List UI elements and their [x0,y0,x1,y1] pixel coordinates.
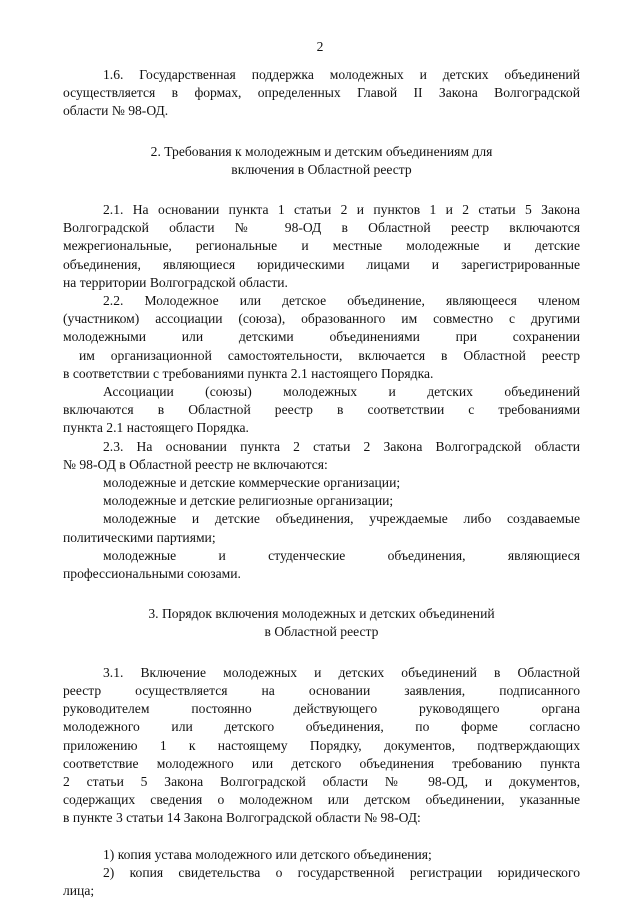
text-line: в соответствии с требованиями пункта 2.1 настоящего Порядка. [63,365,434,381]
paragraph-3-1 [63,664,580,828]
spacer [63,179,580,201]
document-body [63,66,580,900]
text-line: в пункте 3 статьи 14 Закона Волгоградской области № 98-ОД: [63,810,421,826]
text-line: 2.1. На основании пункта 1 статьи 2 и пунктов 1 и 2 статьи 5 Закона [103,202,580,218]
paragraph-2-2 [63,292,580,383]
text-line: 2 статьи 5 Закона Волгоградской области № 98-ОД, и документов, [63,773,580,789]
paragraph-2-3 [63,438,580,474]
list-item: молодежные и детские объединения, учреждаемые либо создаваемые [103,511,580,527]
text-line: соответствие молодежного или детского объединения требованию пункта [63,755,580,771]
text-line: осуществляется в формах, определенных Главой II Закона Волгоградской [63,85,580,101]
text-line: включаются в Областной реестр в соответствии с требованиями [63,402,580,418]
section-3-heading [63,605,580,641]
list-item: молодежные и детские коммерческие организации; [103,475,401,491]
text-line: им организационной самостоятельности, включается в Областной реестр [63,347,580,363]
list-item: молодежные и студенческие объединения, являющиеся [103,547,580,563]
spacer [63,828,580,846]
list-item-continuation: профессиональными союзами. [63,566,241,582]
heading-line: 2. Требования к молодежным и детским объединениям для [150,143,493,159]
list-item: 1) копия устава молодежного или детского объединения; [103,846,432,862]
text-line: 2.3. На основании пункта 2 статьи 2 Закона Волгоградской области [103,438,580,454]
list-2-3 [63,474,580,583]
text-line: (участником) ассоциации (союза), образованного им совместно с другими [63,311,580,327]
heading-line: в Областной реестр [264,624,379,640]
spacer [63,642,580,664]
paragraph-2-1 [63,201,580,292]
list-item: 2) копия свидетельства о государственной регистрации юридического [103,864,580,880]
text-line: объединения, являющиеся юридическими лицами и зарегистрированные [63,256,580,272]
list-item-continuation: лица; [63,882,95,898]
page-number: 2 [316,39,324,54]
section-2-heading [63,143,580,179]
text-line: руководителем постоянно действующего руководящего органа [63,701,580,717]
list-3-1 [63,846,580,901]
text-line: молодежного или детского объединения, по форме согласно [63,719,580,735]
heading-line: включения в Областной реестр [231,161,412,177]
text-line: № 98-ОД в Областной реестр не включаются: [63,456,328,472]
spacer [63,583,580,605]
paragraph-1-6 [63,66,580,121]
text-line: приложению 1 к настоящему Порядку, документов, подтверждающих [63,737,580,753]
text-line: 2.2. Молодежное или детское объединение, являющееся членом [103,293,580,309]
list-item: молодежные и детские религиозные организации; [103,493,394,509]
list-item-continuation: политическими партиями; [63,529,216,545]
text-line: Волгоградской области № 98-ОД в Областной реестр включаются [63,220,580,236]
text-line: 3.1. Включение молодежных и детских объединений в Областной [103,664,580,680]
paragraph-associations [63,383,580,438]
text-line: пункта 2.1 настоящего Порядка. [63,420,249,436]
text-line: содержащих сведения о молодежном или детском объединении, указанные [63,792,580,808]
text-line: на территории Волгоградской области. [63,274,288,290]
text-line: реестр осуществляется на основании заявления, подписанного [63,682,580,698]
text-line: Ассоциации (союзы) молодежных и детских объединений [103,384,580,400]
text-line: молодежными или детскими объединениями при сохранении [63,329,580,345]
heading-line: 3. Порядок включения молодежных и детских объединений [148,606,495,622]
text-line: межрегиональные, региональные и местные молодежные и детские [63,238,580,254]
text-line: 1.6. Государственная поддержка молодежных и детских объединений [103,67,580,82]
text-line: области № 98-ОД. [63,103,169,119]
spacer [63,121,580,143]
